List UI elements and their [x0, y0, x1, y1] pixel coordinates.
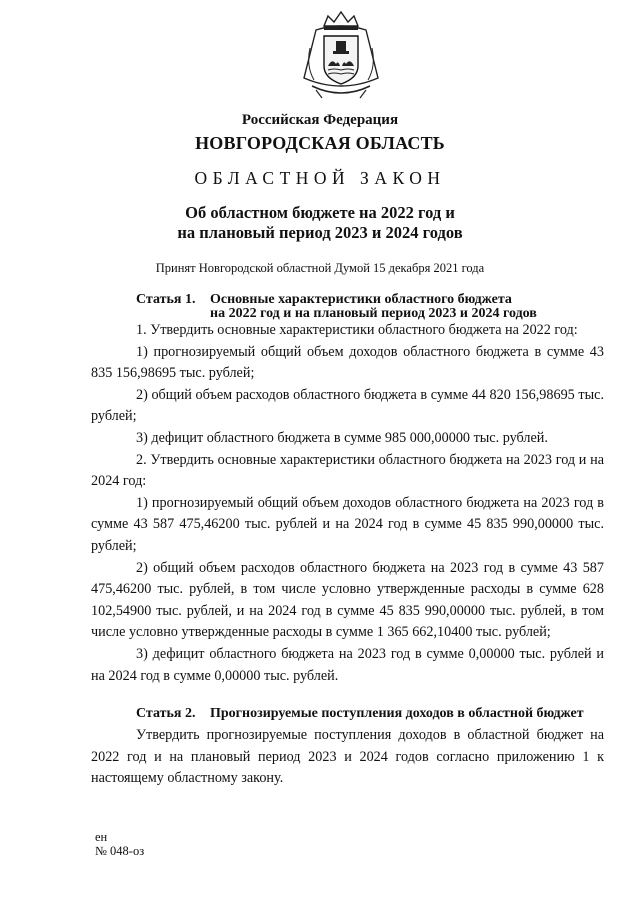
paragraph: Утвердить прогнозируемые поступления доходов в областной бюджет на 2022 год и на плановый период 2023 и 2024 годов согласно приложению 1 к настоящему областному закону.	[91, 727, 604, 787]
article-1-heading-line-1: Основные характеристики областного бюджета	[210, 292, 512, 307]
paragraph: 1) прогнозируемый общий объем доходов областного бюджета на 2023 год в сумме 43 587 475,46200 тыс. рублей и на 2024 год в сумме 45 835 990,00000 тыс. рублей;	[91, 494, 604, 554]
paragraph: 2) общий объем расходов областного бюджета на 2023 год в сумме 43 587 475,46200 тыс. рублей, в том числе условно утвержденные расходы в сумме 628 102,54900 тыс. рублей, и на 2024 год в сумме 45 835 990,00000 тыс. рублей, в том числе условно утвержденные расходы в сумме 1 365 662,10400 тыс. рублей;	[91, 559, 604, 641]
document-type: ОБЛАСТНОЙ ЗАКОН	[194, 168, 446, 188]
law-title	[0, 203, 640, 243]
paragraph: 1. Утвердить основные характеристики областного бюджета на 2022 год:	[136, 322, 578, 338]
novgorod-coat-of-arms-icon	[286, 8, 396, 103]
paragraph: 3) дефицит областного бюджета в сумме 985 000,00000 тыс. рублей.	[136, 429, 548, 446]
country-name: Российская Федерация	[241, 112, 399, 128]
article-2-heading-text: Прогнозируемые поступления доходов в областной бюджет	[210, 706, 584, 721]
executor-initials: ен	[95, 830, 108, 844]
paragraph: 2) общий объем расходов областного бюджета в сумме 44 820 156,98695 тыс. рублей;	[91, 386, 604, 425]
article-2-heading	[136, 707, 584, 721]
law-title-line-2: на плановый период 2023 и 2024 годов	[177, 223, 463, 242]
region-name: НОВГОРОДСКАЯ ОБЛАСТЬ	[195, 133, 445, 153]
article-1-heading-line-2: на 2022 год и на плановый период 2023 и 2024 годов	[210, 306, 537, 321]
article-2-body	[91, 725, 604, 790]
article-2-number: Статья 2.	[136, 706, 196, 721]
document-number: № 048-оз	[95, 844, 145, 858]
article-1-number: Статья 1.	[136, 292, 196, 307]
paragraph: 2. Утвердить основные характеристики областного бюджета на 2023 год и на 2024 год:	[91, 451, 604, 490]
paragraph: 3) дефицит областного бюджета на 2023 год в сумме 0,00000 тыс. рублей и на 2024 год в сумме 0,00000 тыс. рублей.	[91, 645, 604, 684]
law-title-line-1: Об областном бюджете на 2022 год и	[185, 203, 455, 222]
adoption-note: Принят Новгородской областной Думой 15 декабря 2021 года	[155, 261, 485, 275]
article-1-heading	[136, 293, 537, 321]
paragraph: 1) прогнозируемый общий объем доходов областного бюджета в сумме 43 835 156,98695 тыс. рублей;	[91, 343, 604, 382]
document-footer	[95, 830, 144, 858]
article-1-body	[91, 320, 604, 687]
